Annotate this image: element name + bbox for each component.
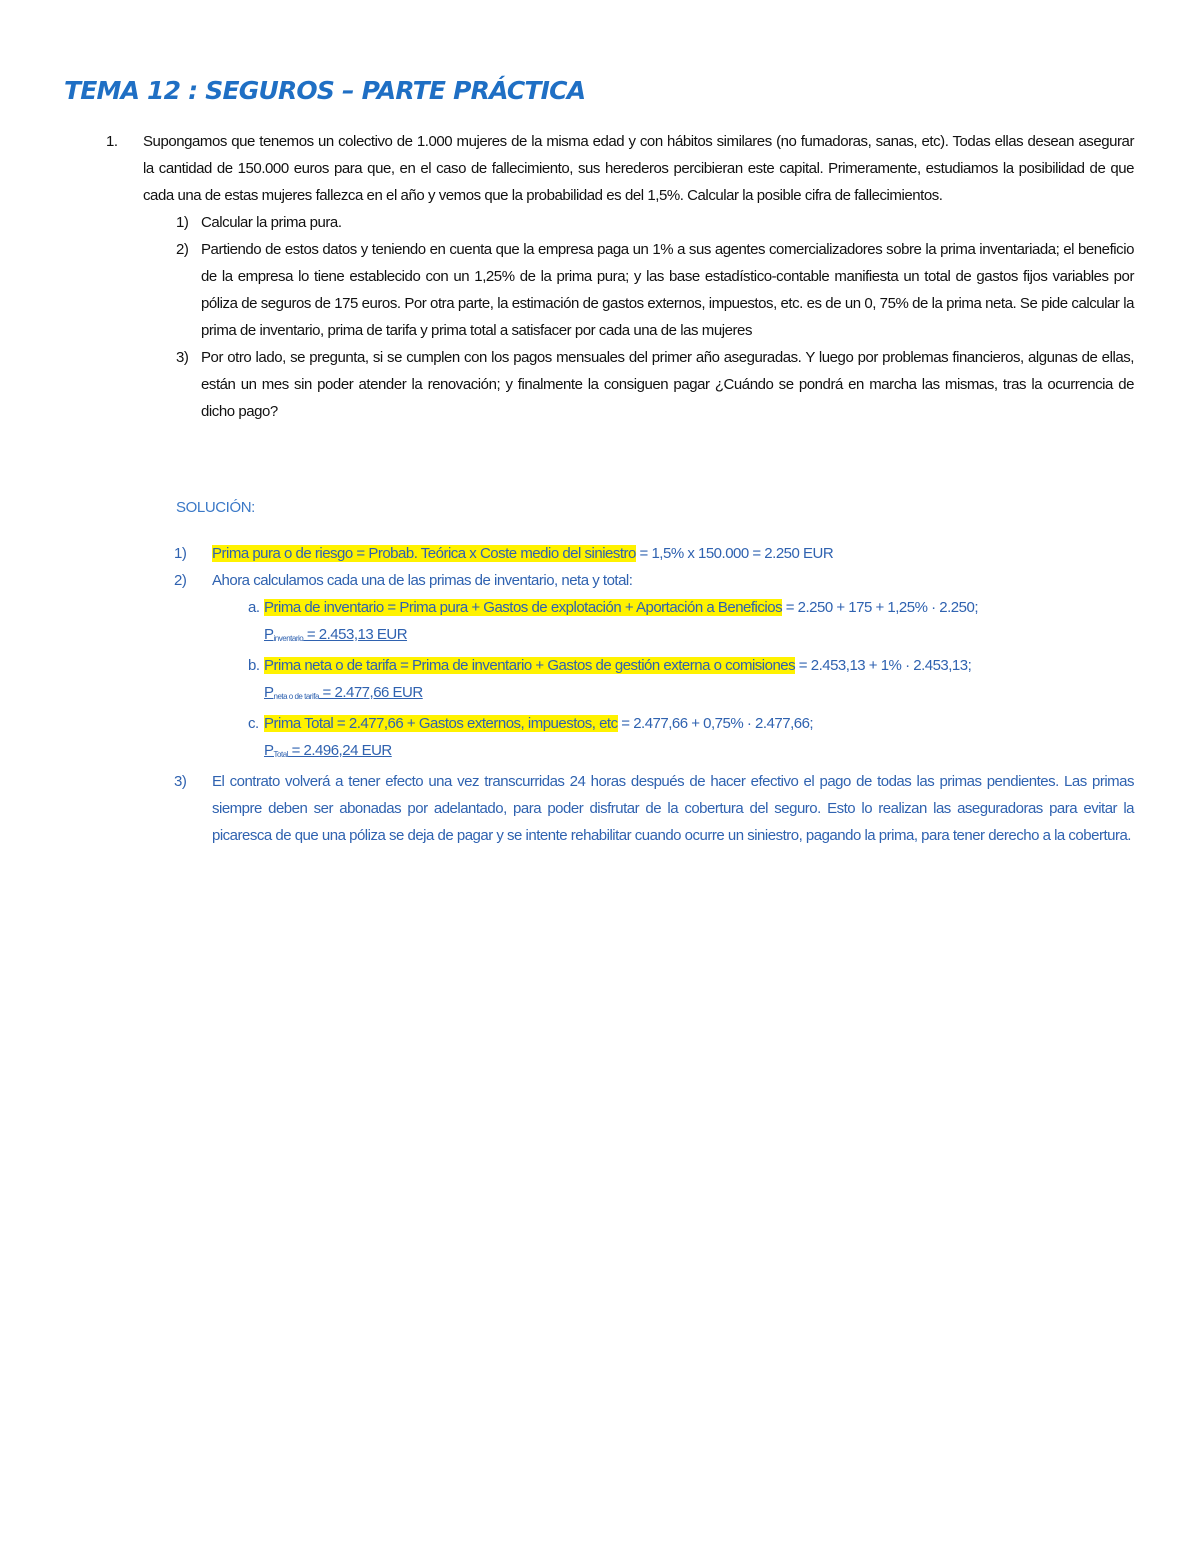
solution-number: 1) [174, 545, 187, 562]
page-title: TEMA 12 : SEGUROS – PARTE PRÁCTICA [64, 76, 586, 105]
solution-heading: SOLUCIÓN: [176, 499, 255, 516]
question-item [176, 344, 1134, 425]
calculation-item [248, 594, 1134, 652]
question-number: 1) [176, 214, 189, 231]
calculation-mark: b. [248, 657, 260, 674]
premium-calculations [212, 594, 1134, 768]
question-text: Partiendo de estos datos y teniendo en cuenta que la empresa paga un 1% a sus agentes comercializadores sobre la prima inventariada; el beneficio de la empresa lo tiene establecido con un 1,25% de la prima pura; y las base estadístico-contable manifiesta un total de gastos fijos variables por póliza de seguros de 175 euros. Por otra parte, la estimación de gastos externos, impuestos, etc. es de un 0, 75% de la prima neta. Se pide calcular la prima de inventario, prima de tarifa y prima total a satisfacer por cada una de las mujeres [201, 241, 1134, 339]
calculation-result [264, 742, 392, 759]
question-text: Calcular la prima pura. [201, 214, 342, 231]
question-number: 2) [176, 241, 189, 258]
highlighted-formula: Prima de inventario = Prima pura + Gastos de explotación + Aportación a Beneficios [264, 599, 783, 616]
problem-questions [176, 209, 1134, 425]
formula-computation: = 2.250 + 175 + 1,25% · 2.250; [782, 599, 978, 616]
problem-statement [106, 128, 1134, 425]
calculation-mark: c. [248, 715, 259, 732]
question-item [176, 236, 1134, 344]
calculation-item [248, 710, 1134, 768]
calculation-result [264, 626, 407, 643]
result-subscript: inventario [273, 634, 304, 643]
solution-item-2 [174, 567, 1134, 768]
result-subscript: Total [273, 750, 288, 759]
result-value: = 2.453,13 EUR [303, 626, 408, 643]
formula-result: = 1,5% x 150.000 = 2.250 EUR [635, 545, 834, 562]
calculation-mark: a. [248, 599, 260, 616]
question-item [176, 209, 1134, 236]
result-symbol: P [264, 626, 274, 643]
highlighted-formula: Prima pura o de riesgo = Probab. Teórica x Coste medio del siniestro [212, 545, 636, 562]
solution-section [174, 540, 1134, 849]
solution-explanation: El contrato volverá a tener efecto una vez transcurridas 24 horas después de hacer efectivo el pago de todas las primas pendientes. Las primas siempre deben ser abonadas por adelantado, para poder disfrutar de la cobertura del seguro. Esto lo realizan las aseguradoras para evitar la picaresca de que una póliza se deja de pagar y se intente rehabilitar cuando ocurre un siniestro, pagando la prima, para tener derecho a la cobertura. [212, 773, 1134, 844]
calculation-item [248, 652, 1134, 710]
result-subscript: neta o de tarifa [273, 692, 319, 701]
highlighted-formula: Prima Total = 2.477,66 + Gastos externos, impuestos, etc [264, 715, 618, 732]
result-symbol: P [264, 742, 274, 759]
problem-text: Supongamos que tenemos un colectivo de 1.000 mujeres de la misma edad y con hábitos similares (no fumadoras, sanas, etc). Todas ellas desean asegurar la cantidad de 150.000 euros para que, en el caso de fallecimiento, sus herederos percibieran este capital. Primeramente, estudiamos la posibilidad de que cada una de estas mujeres fallezca en el año y vemos que la probabilidad es del 1,5%. Calcular la posible cifra de fallecimientos. [143, 133, 1134, 204]
solution-intro: Ahora calculamos cada una de las primas de inventario, neta y total: [212, 572, 633, 589]
question-number: 3) [176, 349, 189, 366]
highlighted-formula: Prima neta o de tarifa = Prima de inventario + Gastos de gestión externa o comisiones [264, 657, 796, 674]
calculation-result [264, 684, 423, 701]
formula-computation: = 2.453,13 + 1% · 2.453,13; [795, 657, 972, 674]
solution-item-1 [174, 540, 1134, 567]
result-value: = 2.496,24 EUR [287, 742, 392, 759]
question-text: Por otro lado, se pregunta, si se cumplen con los pagos mensuales del primer año aseguradas. Y luego por problemas financieros, algunas de ellas, están un mes sin poder atender la renovación; y finalmente la consiguen pagar ¿Cuándo se pondrá en marcha las mismas, tras la ocurrencia de dicho pago? [201, 349, 1134, 420]
solution-number: 2) [174, 572, 187, 589]
formula-computation: = 2.477,66 + 0,75% · 2.477,66; [617, 715, 814, 732]
problem-number: 1. [106, 133, 118, 150]
result-value: = 2.477,66 EUR [318, 684, 423, 701]
solution-number: 3) [174, 773, 187, 790]
result-symbol: P [264, 684, 274, 701]
solution-item-3 [174, 768, 1134, 849]
